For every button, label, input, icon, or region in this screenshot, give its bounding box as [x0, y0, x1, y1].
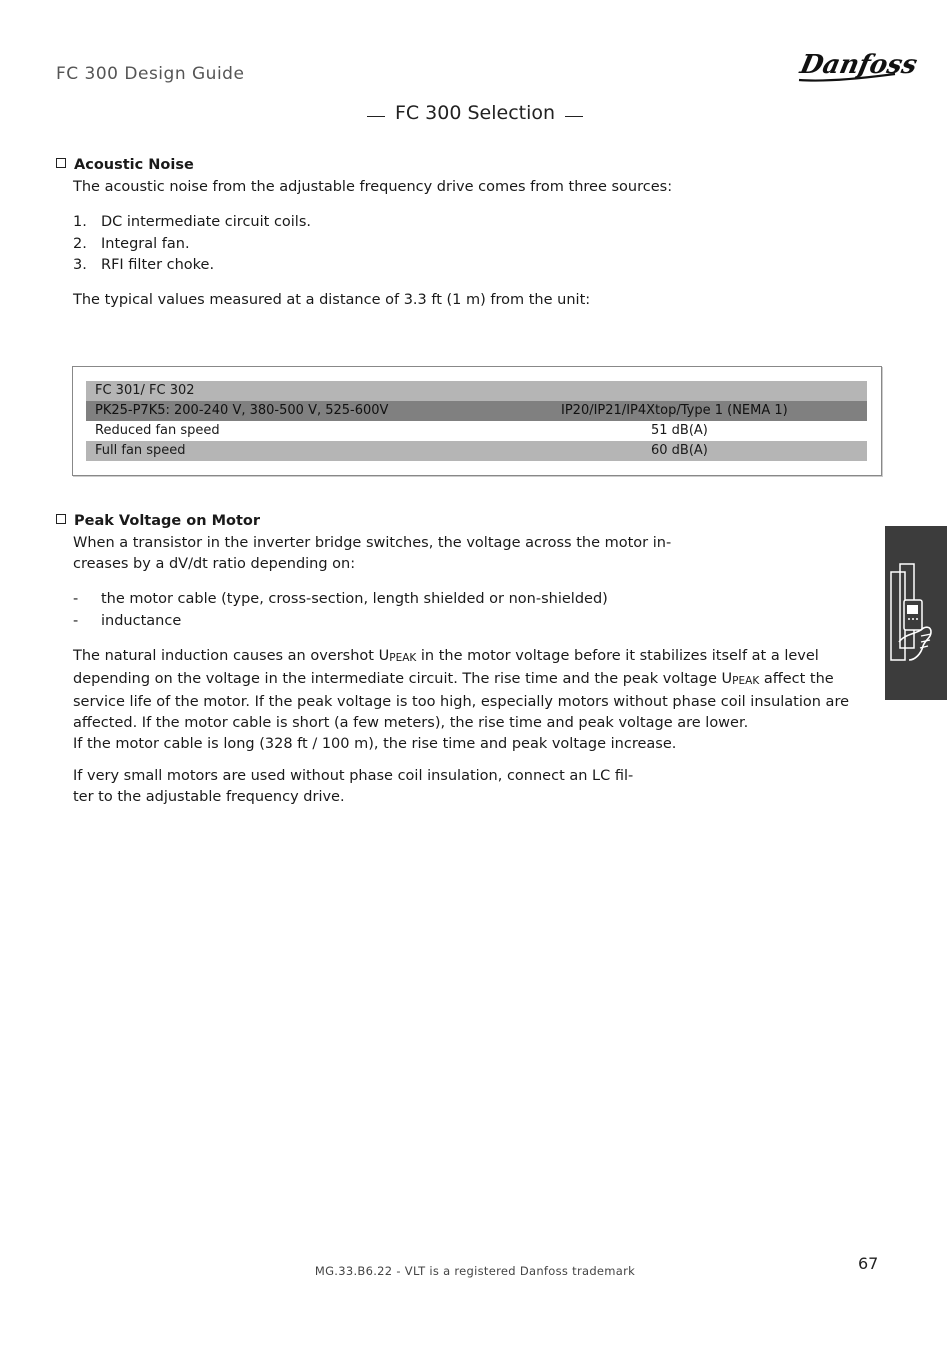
- peak-subscript: PEAK: [732, 675, 760, 687]
- peak-voltage-heading: [56, 513, 260, 529]
- peak-intro-line: creases by a dV/dt ratio depending on:: [73, 556, 356, 572]
- acoustic-noise-heading: [56, 157, 194, 173]
- noise-table: [72, 366, 882, 476]
- chapter-side-tab: [885, 526, 947, 700]
- paragraph-line: [73, 669, 873, 692]
- list-item: [73, 611, 853, 633]
- u-symbol: U: [378, 648, 390, 664]
- paragraph-line: If very small motors are used without phase coil insulation, connect an LC fil-: [73, 768, 634, 784]
- dvdt-factors-list: [73, 589, 853, 632]
- list-marker: -: [73, 591, 79, 607]
- document-title: FC 300 Design Guide: [56, 64, 245, 84]
- section-title-text: FC 300 Selection: [394, 102, 556, 124]
- list-item-text: Integral fan.: [101, 235, 190, 252]
- paragraph-line: ter to the adjustable frequency drive.: [73, 789, 345, 805]
- title-right-rule: [565, 116, 583, 117]
- list-item: [73, 589, 853, 611]
- section-title: [0, 102, 950, 124]
- list-marker: 2.: [73, 235, 87, 252]
- table-cell-value: 60 dB(A): [651, 443, 708, 458]
- paragraph-line: [73, 646, 873, 669]
- text-run: depending on the voltage in the intermediate circuit. The rise time and the peak voltage: [73, 671, 722, 687]
- list-item-text: inductance: [101, 612, 182, 629]
- table-cell-label: Reduced fan speed: [95, 423, 220, 438]
- table-voltage-range: PK25-P7K5: 200-240 V, 380-500 V, 525-600V: [95, 403, 389, 418]
- table-enclosure-types: IP20/IP21/IP4Xtop/Type 1 (NEMA 1): [561, 403, 788, 418]
- table-cell-label: Full fan speed: [95, 443, 186, 458]
- text-run: in the motor voltage before it stabilizes itself at a level: [416, 648, 819, 664]
- table-title-row: [86, 381, 867, 401]
- paragraph-line: If the motor cable is long (328 ft / 100 m), the rise time and peak voltage increase.: [73, 736, 677, 752]
- checkbox-square-icon: [56, 158, 66, 168]
- table-row: [86, 441, 867, 461]
- table-cell-value: 51 dB(A): [651, 423, 708, 438]
- table-subheader-row: [86, 401, 867, 421]
- title-left-rule: [367, 116, 385, 117]
- list-item: [73, 255, 853, 277]
- list-item-text: RFI filter choke.: [101, 257, 215, 273]
- list-item: [73, 234, 853, 256]
- list-item: [73, 212, 853, 234]
- list-marker: 3.: [73, 257, 87, 273]
- danfoss-logo: [795, 44, 920, 86]
- list-marker: 1.: [73, 214, 87, 230]
- checkbox-square-icon: [56, 514, 66, 524]
- svg-text:Danfoss: Danfoss: [797, 49, 920, 80]
- list-item-text: the motor cable (type, cross-section, length shielded or non-shielded): [101, 591, 608, 607]
- table-row: [86, 421, 867, 441]
- table-title: FC 301/ FC 302: [95, 383, 195, 398]
- page-number: 67: [858, 1254, 879, 1273]
- paragraph-line: service life of the motor. If the peak voltage is too high, especially motors without phase coil insulation are: [73, 694, 850, 710]
- text-run: affect the: [759, 671, 834, 687]
- peak-subscript: PEAK: [389, 652, 417, 664]
- lc-filter-note: [73, 766, 873, 808]
- text-run: The natural induction causes an overshot: [73, 648, 379, 664]
- peak-intro: [73, 533, 873, 575]
- measurement-text: The typical values measured at a distance of 3.3 ft (1 m) from the unit:: [73, 292, 591, 308]
- noise-sources-list: [73, 212, 853, 277]
- paragraph-line: affected. If the motor cable is short (a few meters), the rise time and peak voltage are lower.: [73, 715, 749, 731]
- peak-explanation: [73, 646, 873, 755]
- acoustic-noise-heading-text: Acoustic Noise: [74, 157, 194, 173]
- peak-intro-line: When a transistor in the inverter bridge switches, the voltage across the motor in-: [73, 535, 672, 551]
- list-marker: -: [73, 612, 79, 629]
- acoustic-intro: The acoustic noise from the adjustable frequency drive comes from three sources:: [73, 179, 673, 195]
- peak-voltage-heading-text: Peak Voltage on Motor: [74, 513, 261, 529]
- u-symbol: U: [721, 671, 733, 687]
- hand-holding-control-panel-icon: [885, 526, 947, 700]
- list-item-text: DC intermediate circuit coils.: [101, 214, 312, 230]
- footer-trademark: MG.33.B6.22 - VLT is a registered Danfoss trademark: [314, 1264, 636, 1278]
